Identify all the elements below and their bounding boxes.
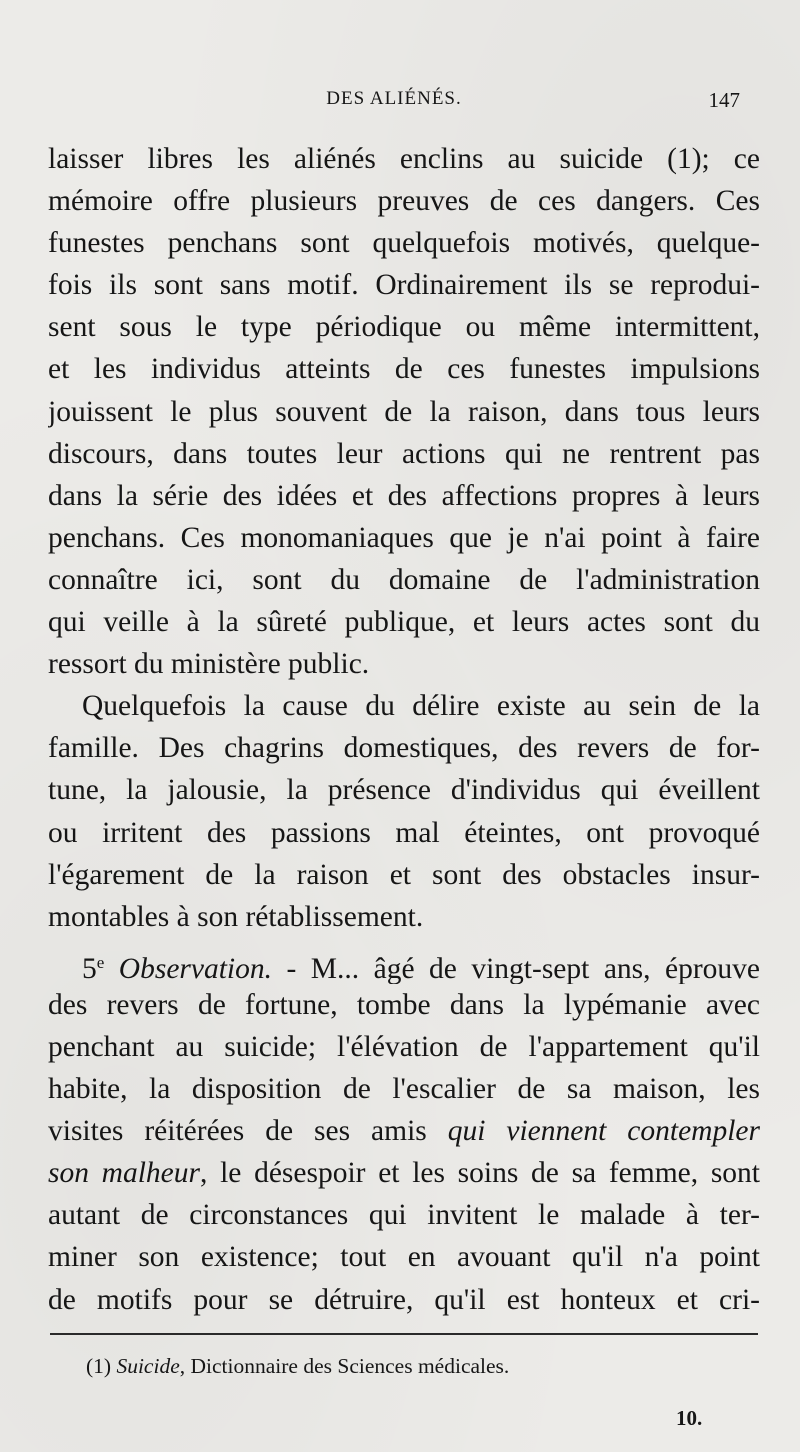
text-line: tune, la jalousie, la présence d'individus qui éveillent — [48, 774, 760, 807]
observation-number: 5 — [82, 952, 97, 984]
text-line: discours, dans toutes leur actions qui ne rentrent pas — [48, 437, 760, 470]
text-line: ou irritent des passions mal éteintes, ont provoqué — [48, 816, 760, 849]
text-line: connaître ici, sont du domaine de l'administration — [48, 563, 760, 596]
running-head: DES ALIÉNÉS. — [326, 88, 462, 109]
text-line: laisser libres les aliénés enclins au suicide (1); ce — [48, 143, 760, 175]
text-line — [48, 1110, 760, 1152]
text-line: fois ils sont sans motif. Ordinairement ils se reprodui- — [48, 269, 760, 302]
text-line: miner son existence; tout en avouant qu'il n'a point — [48, 1241, 760, 1274]
footnote-marker: (1) — [86, 1354, 117, 1378]
paragraph-start-line: Quelquefois la cause du délire existe au sein de la — [82, 690, 760, 723]
body-text — [48, 138, 760, 1321]
text-line: ressort du ministère public. — [48, 648, 370, 681]
italic-phrase: qui viennent contempler — [447, 1115, 760, 1148]
italic-phrase: son malheur — [48, 1157, 201, 1190]
text-line: penchans. Ces monomaniaques que je n'ai point à faire — [48, 521, 760, 554]
text-line: mémoire offre plusieurs preuves de ces dangers. Ces — [48, 185, 760, 218]
text-line: montables à son rétablissement. — [48, 900, 424, 933]
text-line — [48, 1152, 760, 1194]
signature-mark: 10. — [676, 1406, 703, 1430]
line-text: visites réitérées de ses amis — [48, 1115, 448, 1148]
text-line: et les individus atteints de ces funestes impulsions — [48, 353, 760, 386]
text-line: des revers de fortune, tombe dans la lypémanie avec — [48, 988, 760, 1021]
page-header — [48, 88, 740, 118]
observation-text: - M... âgé de vingt-sept ans, éprouve — [272, 952, 760, 984]
text-line: l'égarement de la raison et sont des obstacles insur- — [48, 858, 760, 891]
text-line: sent sous le type périodique ou même intermittent, — [48, 311, 760, 344]
text-line: autant de circonstances qui invitent le malade à ter- — [48, 1199, 760, 1232]
text-line: jouissent le plus souvent de la raison, dans tous leurs — [48, 395, 760, 428]
observation-superscript: e — [96, 952, 105, 972]
observation-label: Observation. — [118, 952, 272, 984]
text-line: de motifs pour se détruire, qu'il est honteux et cri- — [48, 1283, 760, 1316]
footnote-italic: Suicide — [116, 1354, 180, 1378]
text-line: penchant au suicide; l'élévation de l'appartement qu'il — [48, 1030, 760, 1063]
footnote — [86, 1354, 746, 1379]
text-line: funestes penchans sont quelquefois motivés, quelque- — [48, 227, 760, 260]
footnote-rule — [50, 1333, 758, 1335]
observation-heading-line — [48, 942, 760, 984]
line-text: , le désespoir et les soins de sa femme, sont — [200, 1157, 760, 1190]
text-line: habite, la disposition de l'escalier de sa maison, les — [48, 1073, 760, 1106]
text-line: qui veille à la sûreté publique, et leurs actes sont du — [48, 606, 760, 639]
page-number: 147 — [708, 88, 740, 112]
footnote-text: , Dictionnaire des Sciences médicales. — [179, 1354, 510, 1378]
text-line: famille. Des chagrins domestiques, des revers de for- — [48, 732, 760, 765]
text-line: dans la série des idées et des affections propres à leurs — [48, 479, 760, 512]
